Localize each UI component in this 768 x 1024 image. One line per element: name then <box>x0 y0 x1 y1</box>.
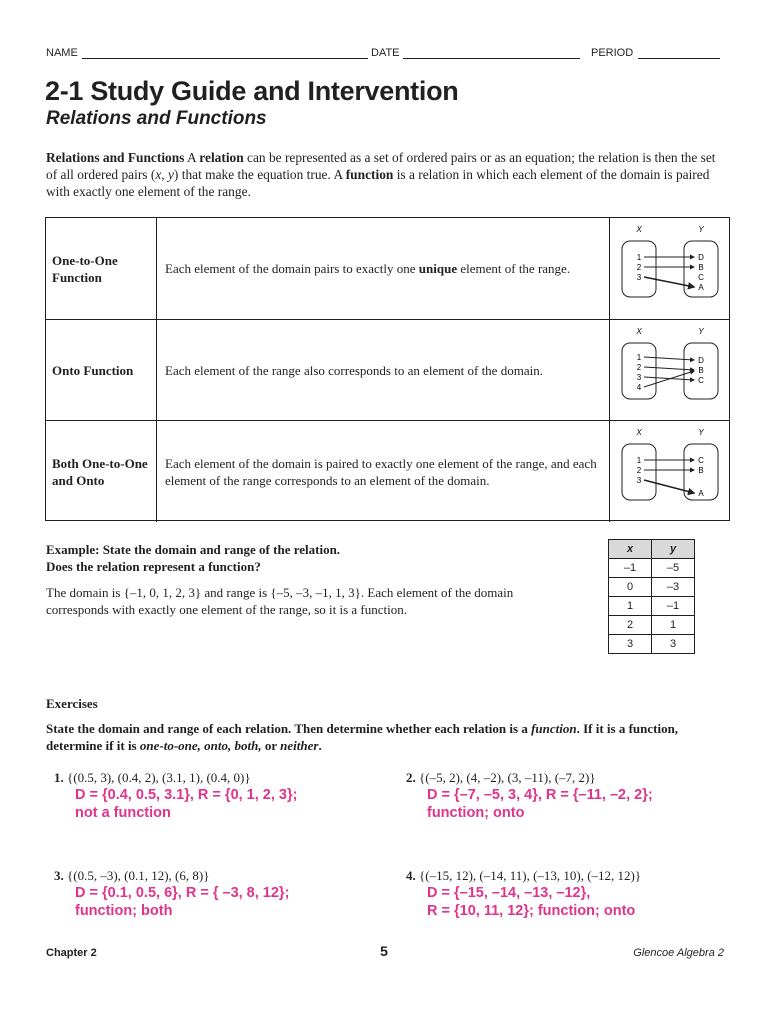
x-axis-label: X <box>636 327 642 336</box>
exercise-2 <box>406 769 736 822</box>
date-label: DATE <box>371 47 400 59</box>
instr-italic: neither <box>280 738 319 753</box>
intro-text: A <box>184 150 200 165</box>
table-cell: 1 <box>609 597 652 616</box>
intro-text: ) that make the equation true. A <box>173 167 346 182</box>
name-label: NAME <box>46 47 78 59</box>
definition-description <box>157 320 610 421</box>
exercise-answer <box>406 786 736 822</box>
answer-line: function; both <box>75 903 173 919</box>
desc-text: Each element of the domain pairs to exactly one <box>165 261 419 276</box>
definition-description <box>157 421 610 522</box>
table-cell: –5 <box>652 559 695 578</box>
x-axis-label: X <box>636 428 642 437</box>
domain-element: 2 <box>636 263 642 272</box>
definition-term: Both One-to-One and Onto <box>46 421 157 522</box>
exercise-answer <box>406 884 736 920</box>
table-header-row <box>609 540 695 559</box>
answer-line: function; onto <box>427 805 525 821</box>
example-heading-line: Does the relation represent a function? <box>46 559 261 574</box>
table-cell: 2 <box>609 616 652 635</box>
domain-element: 4 <box>636 383 642 392</box>
exercise-relation: {(0.5, –3), (0.1, 12), (6, 8)} <box>67 868 210 883</box>
exercise-answer <box>54 786 384 822</box>
example-heading <box>46 541 516 575</box>
example-block <box>46 541 516 618</box>
mapping-diagram-both <box>610 421 730 522</box>
period-blank[interactable] <box>638 58 720 59</box>
table-cell: –1 <box>652 597 695 616</box>
intro-text: is a relation in which each element of the domain is paired with exactly one element of the range. <box>46 167 710 199</box>
term-function: function <box>345 167 394 182</box>
var-y: y <box>167 167 174 182</box>
answer-line: R = {10, 11, 12}; function; onto <box>427 903 636 919</box>
answer-line: D = {–15, –14, –13, –12}, <box>427 885 591 901</box>
exercise-4 <box>406 867 736 920</box>
mapping-diagram-one-to-one <box>610 218 730 319</box>
domain-element: 3 <box>636 273 642 282</box>
table-cell: 3 <box>609 635 652 654</box>
instr-text: . If it is a function, determine if it is <box>46 721 679 753</box>
domain-element: 1 <box>636 253 642 262</box>
range-element: B <box>698 366 704 375</box>
intro-text: , <box>161 167 168 182</box>
table-cell: –3 <box>652 578 695 597</box>
x-axis-label: X <box>636 225 642 234</box>
domain-element: 2 <box>636 466 642 475</box>
date-blank[interactable] <box>403 58 580 59</box>
table-header-cell: x <box>609 540 652 559</box>
range-element: D <box>698 253 704 262</box>
intro-paragraph <box>46 149 726 200</box>
exercise-number: 4. <box>406 868 416 883</box>
answer-line: not a function <box>75 805 171 821</box>
domain-element: 2 <box>636 363 642 372</box>
definition-description <box>157 218 610 319</box>
definition-row-one-to-one <box>46 218 729 319</box>
mapping-arrow <box>644 367 694 370</box>
intro-text: can be represented as a set of ordered pairs or as an equation; the relation is then the set of all ordered pairs ( <box>46 150 716 182</box>
mapping-svg <box>610 320 730 420</box>
xy-table <box>608 539 695 654</box>
exercise-answer <box>54 884 384 920</box>
mapping-svg <box>610 421 730 521</box>
table-row <box>609 635 695 654</box>
exercise-relation: {(–5, 2), (4, –2), (3, –11), (–7, 2)} <box>419 770 596 785</box>
mapping-svg <box>610 218 730 318</box>
range-element: C <box>698 273 704 282</box>
desc-text: Each element of the domain is paired to exactly one element of the range, and each element of the range corresponds to an element of the domain. <box>165 455 597 488</box>
exercise-relation: {(–15, 12), (–14, 11), (–13, 10), (–12, 12)} <box>419 868 642 883</box>
mapping-arrow <box>644 357 694 360</box>
period-label: PERIOD <box>591 47 634 59</box>
instr-text: or <box>261 738 281 753</box>
y-axis-label: Y <box>698 428 704 437</box>
definition-row-onto <box>46 319 729 421</box>
answer-line: D = {0.1, 0.5, 6}, R = { –3, 8, 12}; <box>75 885 290 901</box>
example-body: The domain is {–1, 0, 1, 2, 3} and range is {–5, –3, –1, 1, 3}. Each element of the domain corresponds with exactly one element of the range, so it is a function. <box>46 585 514 617</box>
footer-chapter: Chapter 2 <box>46 947 97 959</box>
instr-italic: one-to-one, onto, both, <box>139 738 262 753</box>
y-axis-label: Y <box>698 327 704 336</box>
intro-lead: Relations and Functions <box>46 150 185 165</box>
exercise-number: 3. <box>54 868 64 883</box>
range-element: C <box>698 456 704 465</box>
domain-element: 1 <box>636 353 642 362</box>
table-cell: 3 <box>652 635 695 654</box>
exercises-title: Exercises <box>46 696 98 711</box>
exercise-number: 2. <box>406 770 416 785</box>
range-element: A <box>698 283 704 292</box>
desc-text: Each element of the range also corresponds to an element of the domain. <box>165 363 543 378</box>
range-element: D <box>698 356 704 365</box>
var-x: x <box>155 167 162 182</box>
table-header-cell: y <box>652 540 695 559</box>
mapping-arrow <box>644 480 694 493</box>
table-row <box>609 578 695 597</box>
page-subtitle: Relations and Functions <box>46 108 267 129</box>
page-title: 2-1 Study Guide and Intervention <box>45 76 459 106</box>
name-blank[interactable] <box>82 58 368 59</box>
domain-element: 3 <box>636 373 642 382</box>
range-element: B <box>698 466 704 475</box>
table-cell: 1 <box>652 616 695 635</box>
table-cell: 0 <box>609 578 652 597</box>
desc-text: element of the range. <box>457 261 571 276</box>
answer-line: D = {0.4, 0.5, 3.1}, R = {0, 1, 2, 3}; <box>75 787 298 803</box>
mapping-arrow <box>644 371 694 387</box>
example-heading-line: Example: State the domain and range of the relation. <box>46 542 341 557</box>
y-axis-label: Y <box>698 225 704 234</box>
exercise-1 <box>54 769 384 822</box>
instr-italic: function <box>531 721 577 736</box>
table-row <box>609 616 695 635</box>
exercise-instructions <box>46 720 736 754</box>
domain-element: 1 <box>636 456 642 465</box>
exercise-number: 1. <box>54 770 64 785</box>
instr-text: State the domain and range of each relation. Then determine whether each relation is a <box>46 721 532 736</box>
footer-book-title: Glencoe Algebra 2 <box>633 947 724 959</box>
desc-bold: unique <box>418 261 458 276</box>
definitions-table <box>45 217 730 521</box>
footer-page-number: 5 <box>380 943 388 959</box>
definition-row-both <box>46 420 729 522</box>
answer-line: D = {–7, –5, 3, 4}, R = {–11, –2, 2}; <box>427 787 653 803</box>
table-row <box>609 559 695 578</box>
range-element: A <box>698 489 704 498</box>
table-row <box>609 597 695 616</box>
mapping-diagram-onto <box>610 320 730 421</box>
exercise-relation: {(0.5, 3), (0.4, 2), (3.1, 1), (0.4, 0)} <box>67 770 251 785</box>
definition-term: Onto Function <box>46 320 157 421</box>
instr-text: . <box>318 738 322 753</box>
domain-element: 3 <box>636 476 642 485</box>
mapping-arrow <box>644 277 694 287</box>
range-element: B <box>698 263 704 272</box>
range-element: C <box>698 376 704 385</box>
term-relation: relation <box>199 150 244 165</box>
exercise-3 <box>54 867 384 920</box>
definition-term: One-to-One Function <box>46 218 157 319</box>
header-fields <box>46 45 726 61</box>
table-cell: –1 <box>609 559 652 578</box>
